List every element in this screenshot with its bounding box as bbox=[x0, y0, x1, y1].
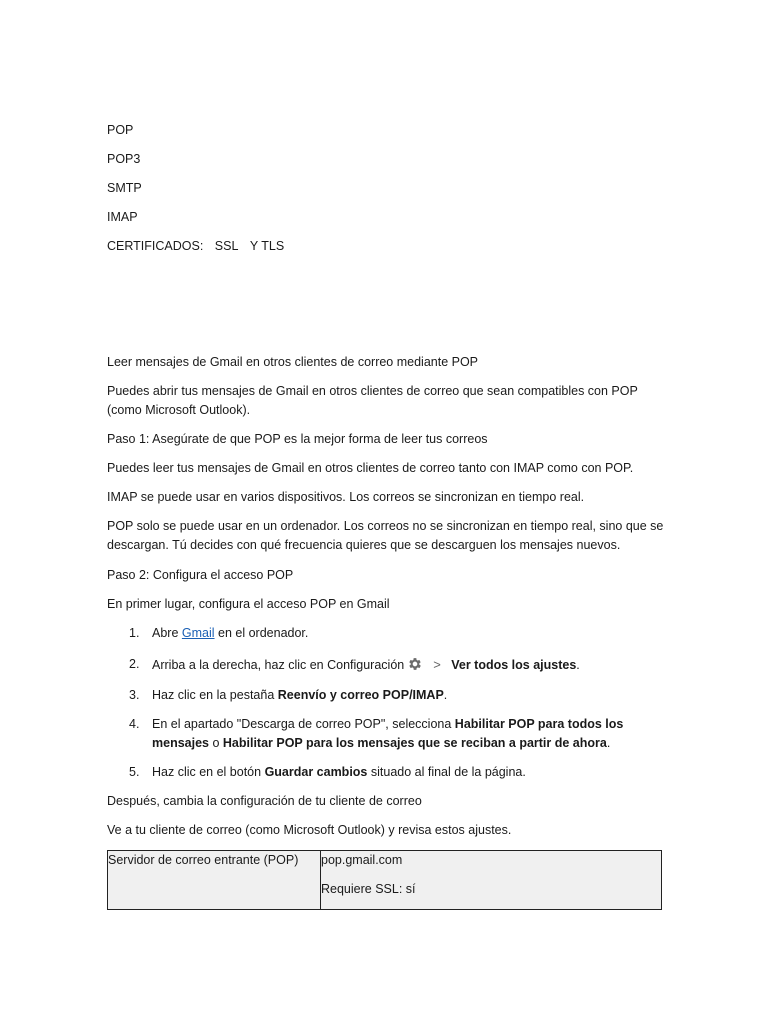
protocol-smtp: SMTP bbox=[107, 181, 142, 195]
step1-heading: Paso 1: Asegúrate de que POP es la mejor forma de leer tus correos bbox=[107, 432, 488, 446]
cert-ssl: SSL bbox=[214, 239, 239, 253]
table-cell-label bbox=[108, 851, 321, 910]
incoming-server-label: Servidor de correo entrante (POP) bbox=[108, 853, 299, 867]
step-bold-text: Habilitar POP para los mensajes que se reciban a partir de ahora bbox=[222, 736, 607, 750]
step-text: Abre bbox=[152, 626, 182, 640]
step-text: Haz clic en el botón bbox=[152, 765, 265, 779]
list-item-number: 2. bbox=[129, 657, 140, 671]
ssl-required-value: Requiere SSL: sí bbox=[321, 882, 416, 896]
table-row bbox=[108, 851, 662, 910]
step1-paragraph-2: IMAP se puede usar en varios dispositivos. Los correos se sincronizan en tiempo real. bbox=[107, 490, 585, 504]
cert-tls: Y TLS bbox=[249, 239, 285, 253]
step1-paragraph-1: Puedes leer tus mensajes de Gmail en otros clientes de correo tanto con IMAP como con POP. bbox=[107, 461, 634, 475]
settings-table bbox=[107, 850, 662, 910]
step-bold-text: Habilitar POP para todos los mensajes bbox=[152, 717, 624, 750]
step1-paragraph-3: POP solo se puede usar en un ordenador. Los correos no se sincronizan en tiempo real, sino que se descargan. Tú decides con qué frecuencia quieres que se descarguen los mensajes nuevos. bbox=[107, 519, 664, 552]
list-item-number: 3. bbox=[129, 688, 140, 702]
step-text: situado al final de la página. bbox=[367, 765, 526, 779]
protocol-pop: POP bbox=[107, 123, 134, 137]
step-text: En el apartado "Descarga de correo POP", selecciona bbox=[152, 717, 455, 731]
step-text: . bbox=[606, 736, 611, 750]
step-bold-text: Guardar cambios bbox=[264, 765, 368, 779]
list-item-text bbox=[152, 624, 632, 643]
gear-icon bbox=[407, 656, 423, 672]
after-intro: Ve a tu cliente de correo (como Microsoft Outlook) y revisa estos ajustes. bbox=[107, 823, 512, 837]
gmail-link[interactable]: Gmail bbox=[181, 626, 215, 640]
step-text: o bbox=[208, 736, 223, 750]
step2-intro: En primer lugar, configura el acceso POP en Gmail bbox=[107, 597, 390, 611]
list-item-text bbox=[152, 715, 632, 753]
list-item-number: 1. bbox=[129, 626, 140, 640]
step-text: . bbox=[576, 658, 580, 672]
table-cell-value bbox=[321, 851, 662, 910]
incoming-server-value: pop.gmail.com bbox=[321, 853, 403, 867]
certificates-line bbox=[107, 237, 284, 256]
step-text: . bbox=[443, 688, 448, 702]
list-item-text bbox=[152, 763, 632, 782]
article-title: Leer mensajes de Gmail en otros clientes de correo mediante POP bbox=[107, 355, 479, 369]
step-text: Haz clic en la pestaña bbox=[152, 688, 278, 702]
article-intro: Puedes abrir tus mensajes de Gmail en otros clientes de correo que sean compatibles con POP (como Microsoft Outlook). bbox=[107, 384, 638, 417]
step2-heading: Paso 2: Configura el acceso POP bbox=[107, 568, 294, 582]
list-item-number: 4. bbox=[129, 717, 140, 731]
step-bold-text: Reenvío y correo POP/IMAP bbox=[277, 688, 444, 702]
after-heading: Después, cambia la configuración de tu cliente de correo bbox=[107, 794, 422, 808]
list-item-number: 5. bbox=[129, 765, 140, 779]
protocol-pop3: POP3 bbox=[107, 152, 141, 166]
step-text: Arriba a la derecha, haz clic en Configuración bbox=[152, 658, 405, 672]
list-item-text bbox=[152, 686, 632, 705]
chevron-right-icon: > bbox=[433, 657, 441, 672]
step-bold-text: Ver todos los ajustes bbox=[451, 658, 577, 672]
protocol-imap: IMAP bbox=[107, 210, 138, 224]
step-text: en el ordenador. bbox=[214, 626, 309, 640]
certificates-label: CERTIFICADOS: bbox=[107, 239, 204, 253]
list-item-text bbox=[152, 655, 632, 675]
